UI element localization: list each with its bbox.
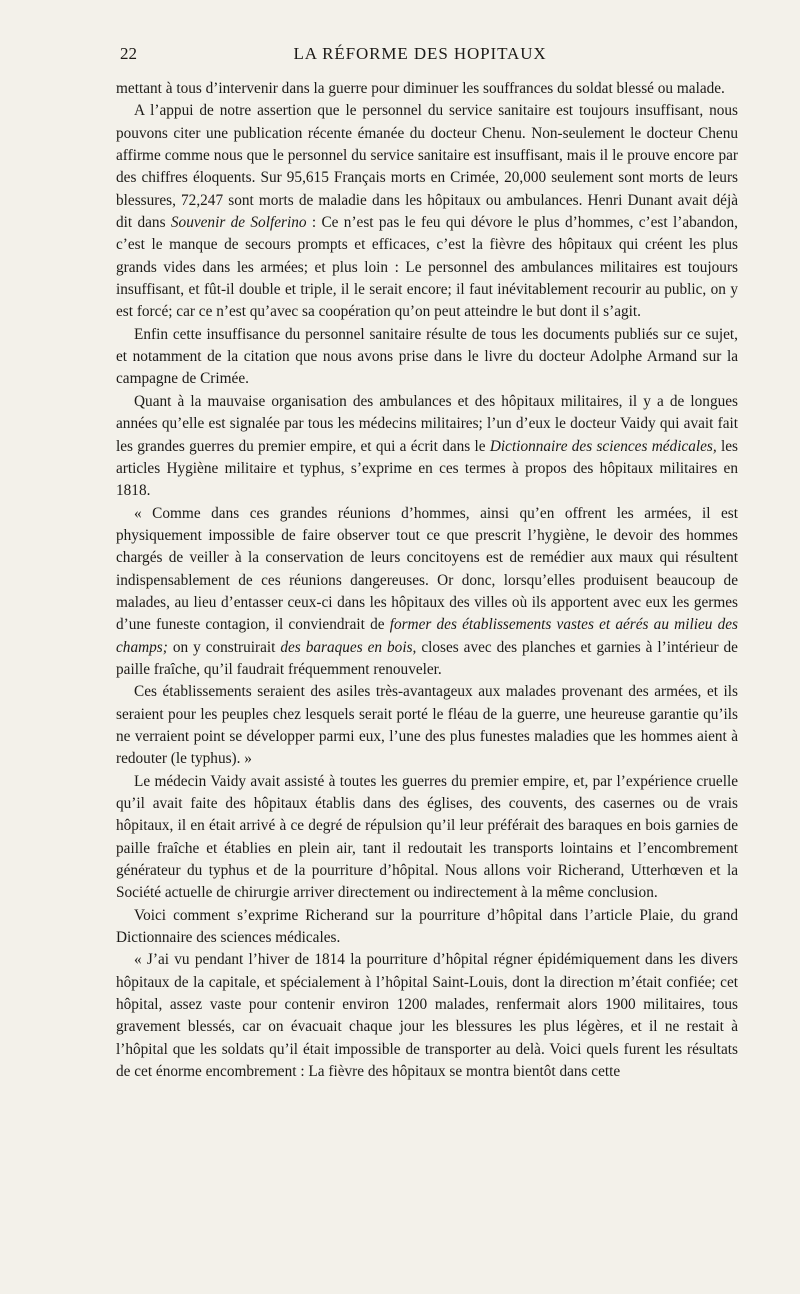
paragraph [116,391,738,503]
running-title: LA RÉFORME DES HOPITAUX [293,44,547,63]
text-run: Ces établissements seraient des asiles très-avantageux aux malades provenant des armées, et ils seraient pour les peuples chez lesquels serait porté le fléau de la guerre, une heureuse garantie qu’ils ne verraient point se développer parmi eux, l’une des plus funestes maladies que les hommes aient à redouter (le typhus). » [116,683,738,768]
text-run: Quant à la mauvaise organisation des ambulances et des hôpitaux militaires, il y a de longues années qu’elle est signalée par tous les médecins militaires; l’un d’eux le docteur Vaidy qui avait fait les grandes guerres du premier empire, et qui a écrit dans le [116,392,738,455]
page-number: 22 [120,44,137,63]
text-run: Voici comment s’exprime Richerand sur la pourriture d’hôpital dans l’article Plaie, du grand Dictionnaire des sciences médicales. [116,906,738,947]
italic-text: Dictionnaire des sciences médicales, [489,437,717,455]
text-run: : Ce n’est pas le feu qui dévore le plus d’hommes, c’est l’abandon, c’est le manque de secours prompts et efficaces, c’est la fièvre des hôpitaux qui créent les plus grands vides dans les armées; et plus loin : Le personnel des ambulances militaires est toujours insuffisant, et fût-il double et triple, il le serait encore; il faut inévitablement recourir au public, on y est forcé; car ce n’est qu’avec sa coopération qu’on peut atteindre le but dont il s’agit. [116,214,738,321]
paragraph [116,503,738,682]
text-run: on y construirait [167,638,281,656]
paragraph [116,100,738,323]
paragraph [116,771,738,905]
text-run: « J’ai vu pendant l’hiver de 1814 la pourriture d’hôpital régner épidémiquement dans les divers hôpitaux de la capitale, et spécialement à l’hôpital Saint-Louis, dont la direction m’était confiée; cet hôpital, assez vaste pour contenir environ 1200 malades, renfermait alors 1900 militaires, tous gravement blessés, car on évacuait chaque jour les blessures les plus légères, et il ne restait à l’hôpital que les soldats qu’il était impossible de transporter au delà. Voici quels furent les résultats de cet énorme encombrement : La fièvre des hôpitaux se montra bientôt dans cette [116,951,738,1081]
paragraph [116,324,738,391]
page-header [116,44,738,70]
paragraph [116,949,738,1083]
text-run: Enfin cette insuffisance du personnel sanitaire résulte de tous les documents publiés sur ce sujet, et notamment de la citation que nous avons prise dans le livre du docteur Adolphe Armand sur la campagne de Crimée. [116,325,738,388]
paragraph [116,78,738,100]
paragraph [116,681,738,770]
italic-text: former des établissements vastes et aérés au milieu des champs; [116,616,738,656]
body-text [116,78,738,1083]
text-run: A l’appui de notre assertion que le personnel du service sanitaire est toujours insuffisant, nous pouvons citer une publication récente émanée du docteur Chenu. Non-seulement le docteur Chenu affirme comme nous que le personnel du service sanitaire est insuffisant, mais il le prouve encore par des chiffres éloquents. Sur 95,615 Français morts en Crimée, 20,000 seulement sont morts de leurs blessures, 72,247 sont morts de maladie dans les hôpitaux ou ambulances. Henri Dunant avait déjà dit dans [116,102,738,232]
text-run: les articles Hygiène militaire et typhus, s’exprime en ces termes à propos des hôpitaux militaires en 1818. [116,437,738,500]
text-run: mettant à tous d’intervenir dans la guerre pour diminuer les souffrances du soldat blessé ou malade. [116,80,725,97]
text-run: « Comme dans ces grandes réunions d’hommes, ainsi qu’en offrent les armées, il est physiquement impossible de faire observer tout ce que prescrit l’hygiène, le devoir des hommes chargés de veiller à la conservation de leurs concitoyens est de remédier aux maux qui résultent indispensablement de ces réunions dangereuses. Or donc, lorsqu’elles produisent beaucoup de malades, au lieu d’entasser ceux-ci dans les hôpitaux des villes où ils apportent avec eux les germes d’une funeste contagion, il conviendrait de [116,504,738,634]
italic-text: des baraques en bois, [280,638,417,656]
italic-text: Souvenir de Solferino [170,214,307,232]
text-run: Le médecin Vaidy avait assisté à toutes les guerres du premier empire, et, par l’expérience cruelle qu’il avait faite des hôpitaux établis dans des églises, des couvents, des casernes ou de vrais hôpitaux, il en était arrivé à ce degré de répulsion qu’il leur préférait des baraques en bois garnies de paille fraîche et établies en plein air, tant il redoutait les transports lointains et l’encombrement générateur du typhus et de la pourriture d’hôpital. Nous allons voir Richerand, Utterhœven et la Société actuelle de chirurgie arriver directement ou indirectement à la même conclusion. [116,772,738,902]
text-run: closes avec des planches et garnies à l’intérieur de paille fraîche, qu’il faudrait fréquemment renouveler. [116,638,738,678]
paragraph [116,905,738,950]
